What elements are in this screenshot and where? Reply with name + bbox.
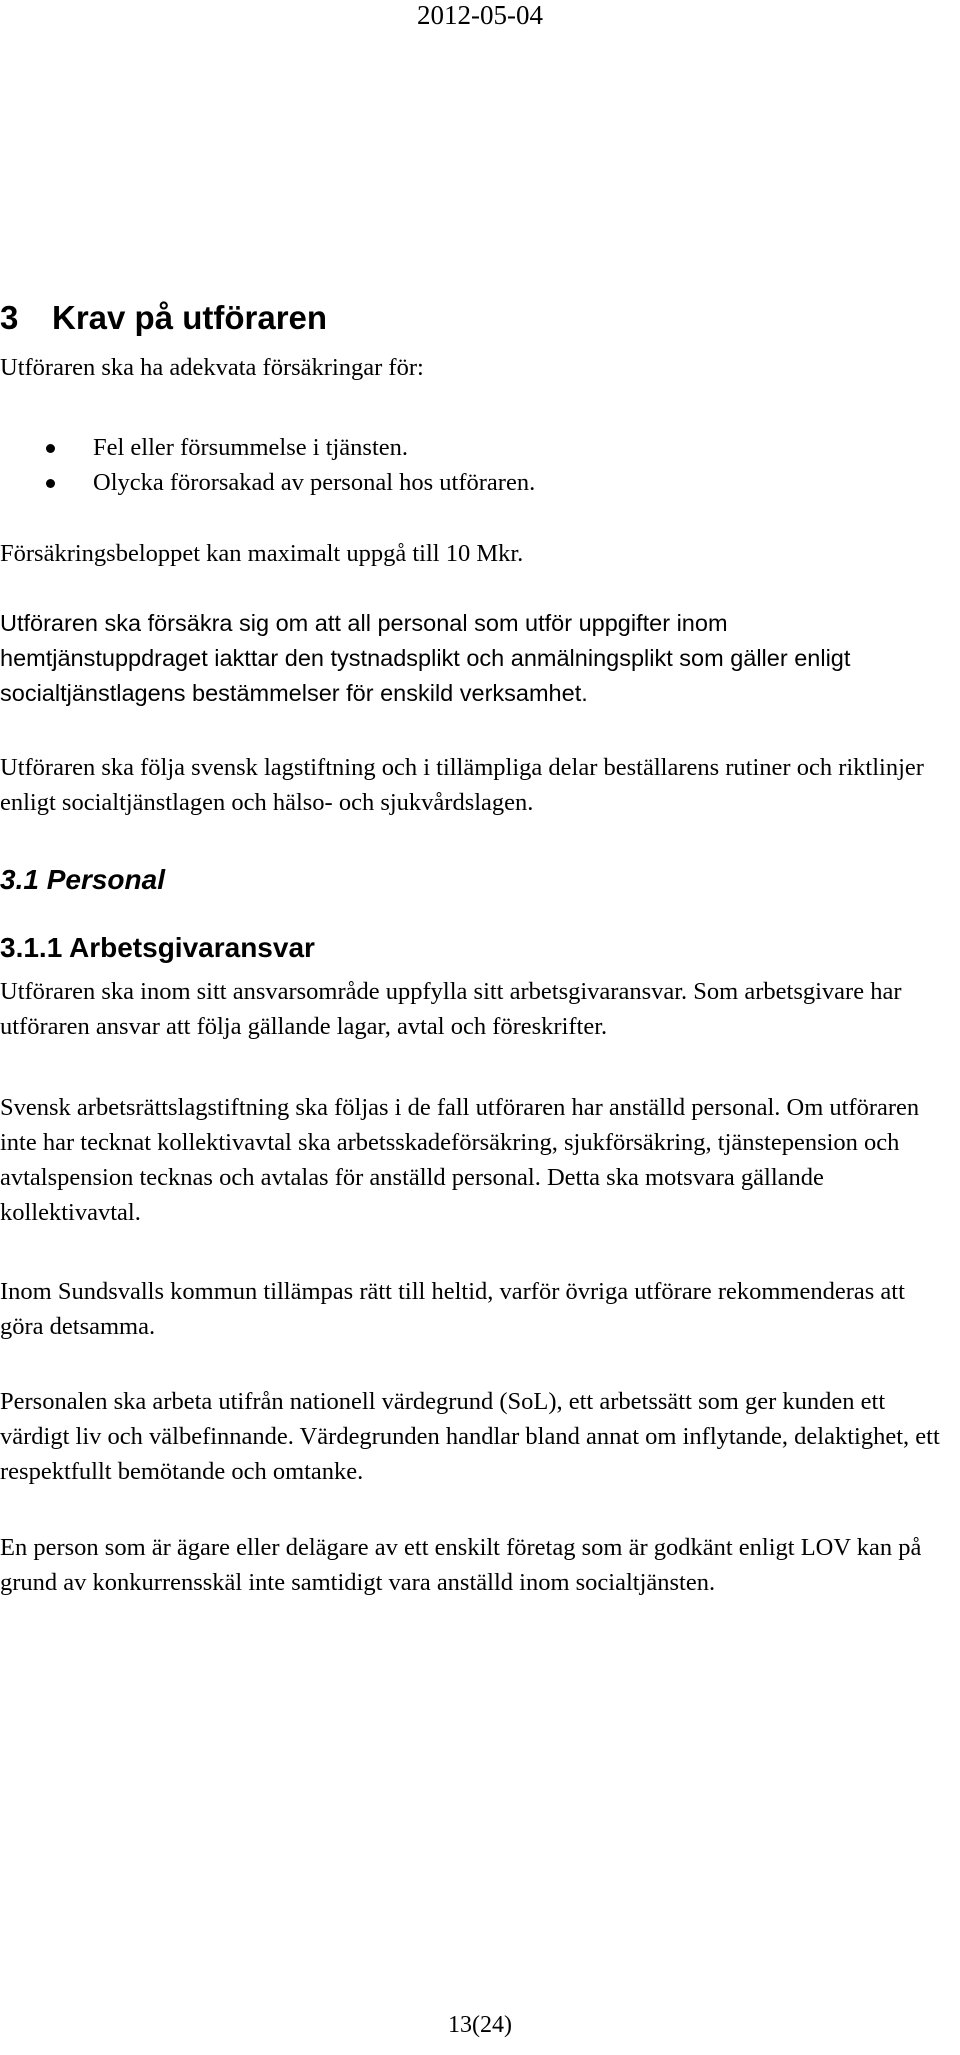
bullet-icon <box>46 479 55 488</box>
section-heading <box>0 298 327 338</box>
list-item: Olycka förorsakad av personal hos utföraren. <box>0 465 535 500</box>
list-item: Fel eller försummelse i tjänsten. <box>0 430 535 465</box>
paragraph: Inom Sundsvalls kommun tillämpas rätt till heltid, varför övriga utförare rekommenderas att göra detsamma. <box>0 1278 905 1340</box>
intro-paragraph: Utföraren ska ha adekvata försäkringar för: <box>0 354 424 381</box>
page-number: 13(24) <box>448 2012 512 2038</box>
subsubsection-heading: 3.1.1 Arbetsgivaransvar <box>0 932 315 963</box>
paragraph: Försäkringsbeloppet kan maximalt uppgå till 10 Mkr. <box>0 540 524 567</box>
paragraph: Utföraren ska följa svensk lagstiftning och i tillämpliga delar beställarens rutiner och riktlinjer enligt socialtjänstlagen och hälso- och sjukvårdslagen. <box>0 754 924 816</box>
insurance-list <box>0 430 535 500</box>
header-date: 2012-05-04 <box>417 0 543 30</box>
subsection-heading: 3.1 Personal <box>0 864 165 895</box>
paragraph: Utföraren ska inom sitt ansvarsområde uppfylla sitt arbetsgivaransvar. Som arbetsgivare har utföraren ansvar att följa gällande lagar, avtal och föreskrifter. <box>0 978 902 1040</box>
paragraph: En person som är ägare eller delägare av ett enskilt företag som är godkänt enligt LOV kan på grund av konkurrensskäl inte samtidigt vara anställd inom socialtjänsten. <box>0 1534 922 1596</box>
bullet-icon <box>46 444 55 453</box>
paragraph: Svensk arbetsrättslagstiftning ska följas i de fall utföraren har anställd personal. Om utföraren inte har tecknat kollektivavtal ska arbetsskadeförsäkring, sjukförsäkring, tjänstepension och avtalspension tecknas och avtalas för anställd personal. Detta ska motsvara gällande kollektivavtal. <box>0 1094 920 1226</box>
paragraph: Personalen ska arbeta utifrån nationell värdegrund (SoL), ett arbetssätt som ger kunden ett värdigt liv och välbefinnande. Värdegrunden handlar bland annat om inflytande, delaktighet, ett respektfullt bemötande och omtanke. <box>0 1388 940 1485</box>
paragraph: Utföraren ska försäkra sig om att all personal som utför uppgifter inom hemtjänstuppdraget iakttar den tystnadsplikt och anmälningsplikt som gäller enligt socialtjänstlagens bestämmelser för enskild verksamhet. <box>0 610 851 706</box>
section-heading-title: Krav på utföraren <box>52 299 328 336</box>
section-heading-number: 3 <box>0 299 19 336</box>
